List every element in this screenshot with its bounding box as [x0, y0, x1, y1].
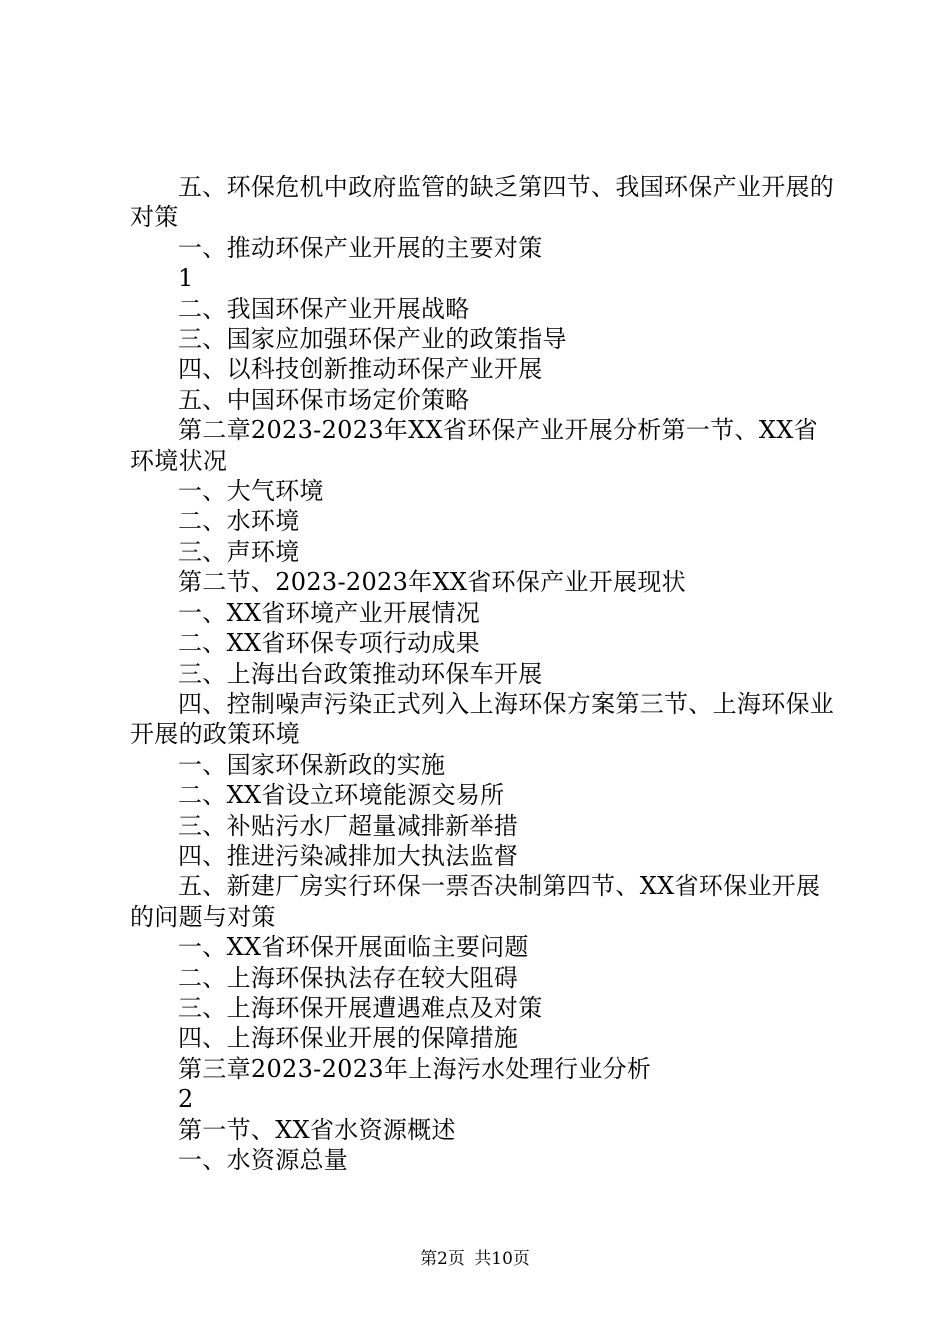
paragraph: 四、上海环保业开展的保障措施: [178, 1024, 519, 1053]
paragraph: 一、水资源总量: [178, 1146, 349, 1174]
paragraph: 五、新建厂房实行环保一票否决制第四节、XX省环保业开展的问题与对策: [130, 872, 821, 931]
paragraph: 三、声环境: [178, 537, 300, 566]
paragraph: 2: [178, 1085, 194, 1114]
paragraph: 一、大气环境: [178, 477, 324, 506]
paragraph: 第二章2023-2023年XX省环保产业开展分析第一节、XX省环境状况: [130, 416, 818, 475]
paragraph: 第三章2023-2023年上海污水处理行业分析: [178, 1054, 652, 1083]
paragraph: 第二节、2023-2023年XX省环保产业开展现状: [178, 568, 686, 597]
paragraph: 一、XX省环保开展面临主要问题: [178, 933, 529, 962]
paragraph: 三、上海环保开展遭遇难点及对策: [178, 993, 543, 1022]
paragraph: 二、水环境: [178, 507, 300, 536]
paragraph: 1: [178, 264, 194, 293]
page-number: 第2页: [420, 1249, 465, 1269]
paragraph: 四、推进污染减排加大执法监督: [178, 841, 519, 870]
paragraph: 一、推动环保产业开展的主要对策: [178, 233, 543, 262]
paragraph: 二、我国环保产业开展战略: [178, 294, 470, 323]
paragraph: 五、中国环保市场定价策略: [178, 385, 470, 414]
paragraph: 三、上海出台政策推动环保车开展: [178, 659, 543, 688]
paragraph: 二、XX省设立环境能源交易所: [178, 781, 505, 810]
paragraph: 二、XX省环保专项行动成果: [178, 629, 481, 658]
paragraph: 一、国家环保新政的实施: [178, 750, 446, 779]
page-total: 共10页: [474, 1249, 530, 1269]
paragraph: 三、补贴污水厂超量减排新举措: [178, 811, 519, 840]
paragraph: 四、控制噪声污染正式列入上海环保方案第三节、上海环保业开展的政策环境: [130, 689, 835, 749]
page-footer: [0, 1244, 950, 1269]
paragraph: 三、国家应加强环保产业的政策指导: [178, 325, 567, 354]
paragraph: 一、XX省环境产业开展情况: [178, 598, 481, 627]
paragraph: 四、以科技创新推动环保产业开展: [178, 355, 543, 384]
paragraph: 第一节、XX省水资源概述: [178, 1115, 456, 1144]
document-body: [130, 172, 836, 1175]
paragraph: 五、环保危机中政府监管的缺乏第四节、我国环保产业开展的对策: [130, 173, 835, 232]
paragraph: 二、上海环保执法存在较大阻碍: [178, 963, 519, 992]
